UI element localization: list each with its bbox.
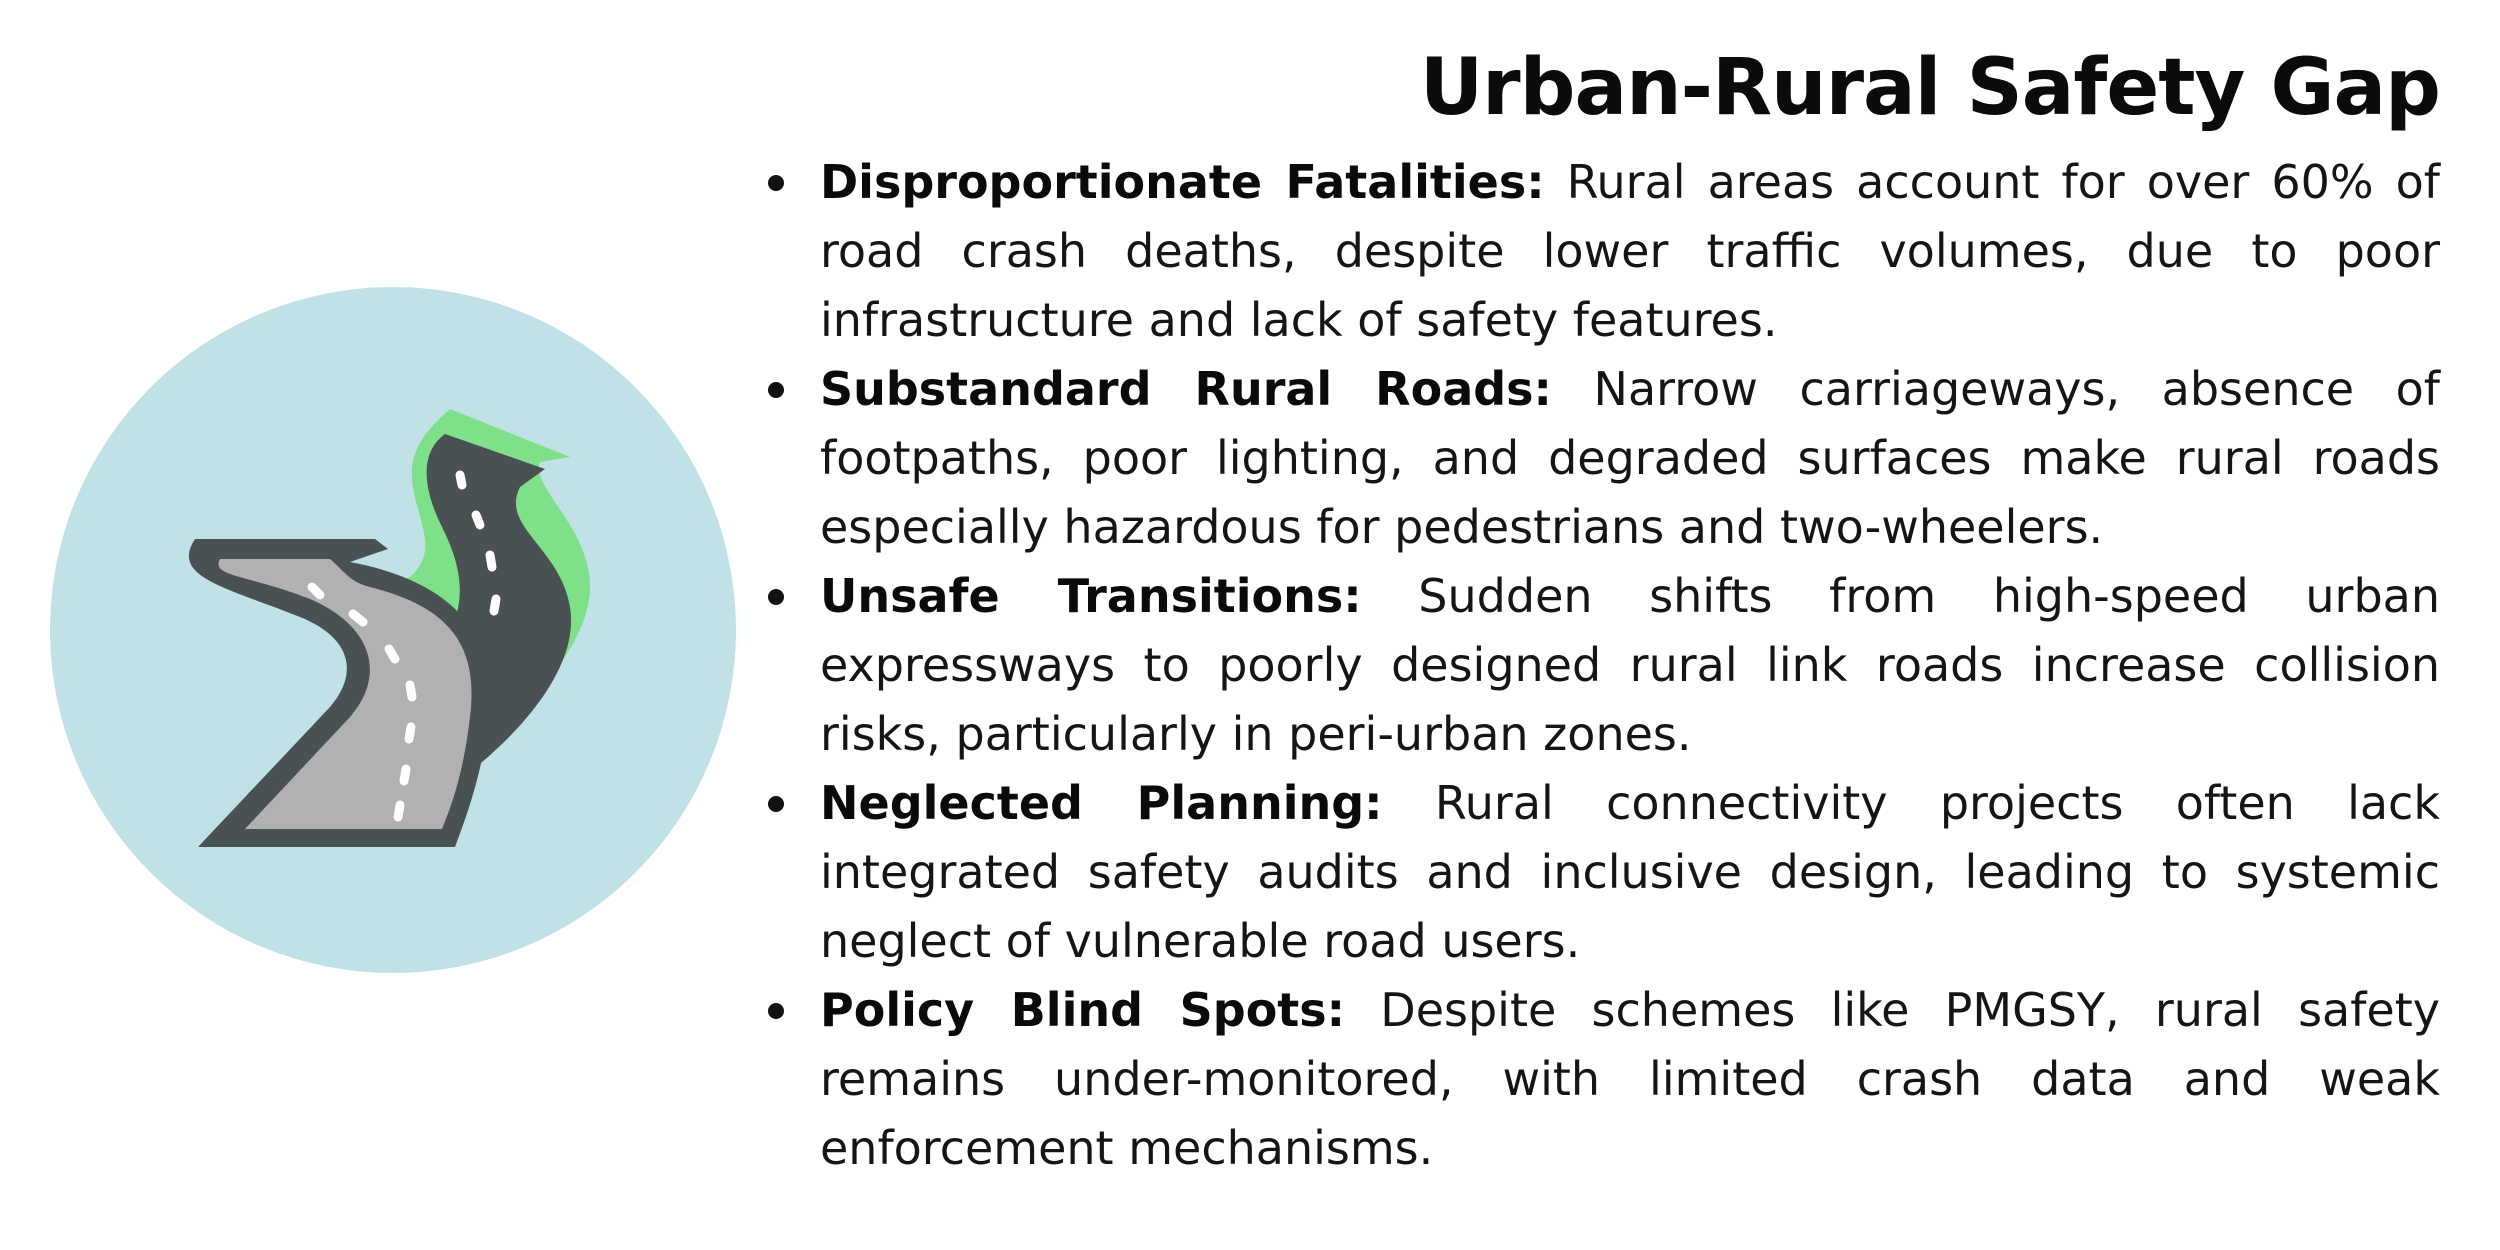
list-item — [760, 562, 2440, 769]
bullet-marker — [768, 382, 784, 398]
bullet-marker — [768, 796, 784, 812]
page-title: Urban-Rural Safety Gap — [1419, 43, 2440, 133]
point-label: Disproportionate Fatalities: — [820, 155, 1545, 209]
list-item — [760, 148, 2440, 355]
list-item — [760, 355, 2440, 562]
point-text: Narrow carriageways, absence of footpaths, poor lighting, and degraded surfaces make rural roads especially hazardous for pedestrians and two-wheelers. — [820, 362, 2440, 554]
point-text: Rural connectivity projects often lack integrated safety audits and inclusive design, leading to systemic neglect of vulnerable road users. — [820, 776, 2440, 968]
winding-road-icon — [50, 287, 736, 973]
bullet-marker — [768, 175, 784, 191]
point-text: Rural areas account for over 60% of road crash deaths, despite lower traffic volumes, due to poor infrastructure and lack of safety features. — [820, 155, 2440, 347]
point-label: Unsafe Transitions: — [820, 569, 1362, 623]
list-item — [760, 769, 2440, 976]
road-illustration — [50, 287, 736, 973]
point-text: Sudden shifts from high-speed urban expressways to poorly designed rural link roads increase collision risks, particularly in peri-urban zones. — [820, 569, 2441, 761]
point-label: Policy Blind Spots: — [820, 983, 1346, 1037]
bullet-marker — [768, 589, 784, 605]
bullet-marker — [768, 1003, 784, 1019]
point-label: Substandard Rural Roads: — [820, 362, 1552, 416]
bullet-list — [760, 148, 2440, 1183]
point-label: Neglected Planning: — [820, 776, 1383, 830]
point-text: Despite schemes like PMGSY, rural safety remains under-monitored, with limited crash data and weak enforcement mechanisms. — [820, 983, 2440, 1175]
list-item — [760, 976, 2440, 1183]
